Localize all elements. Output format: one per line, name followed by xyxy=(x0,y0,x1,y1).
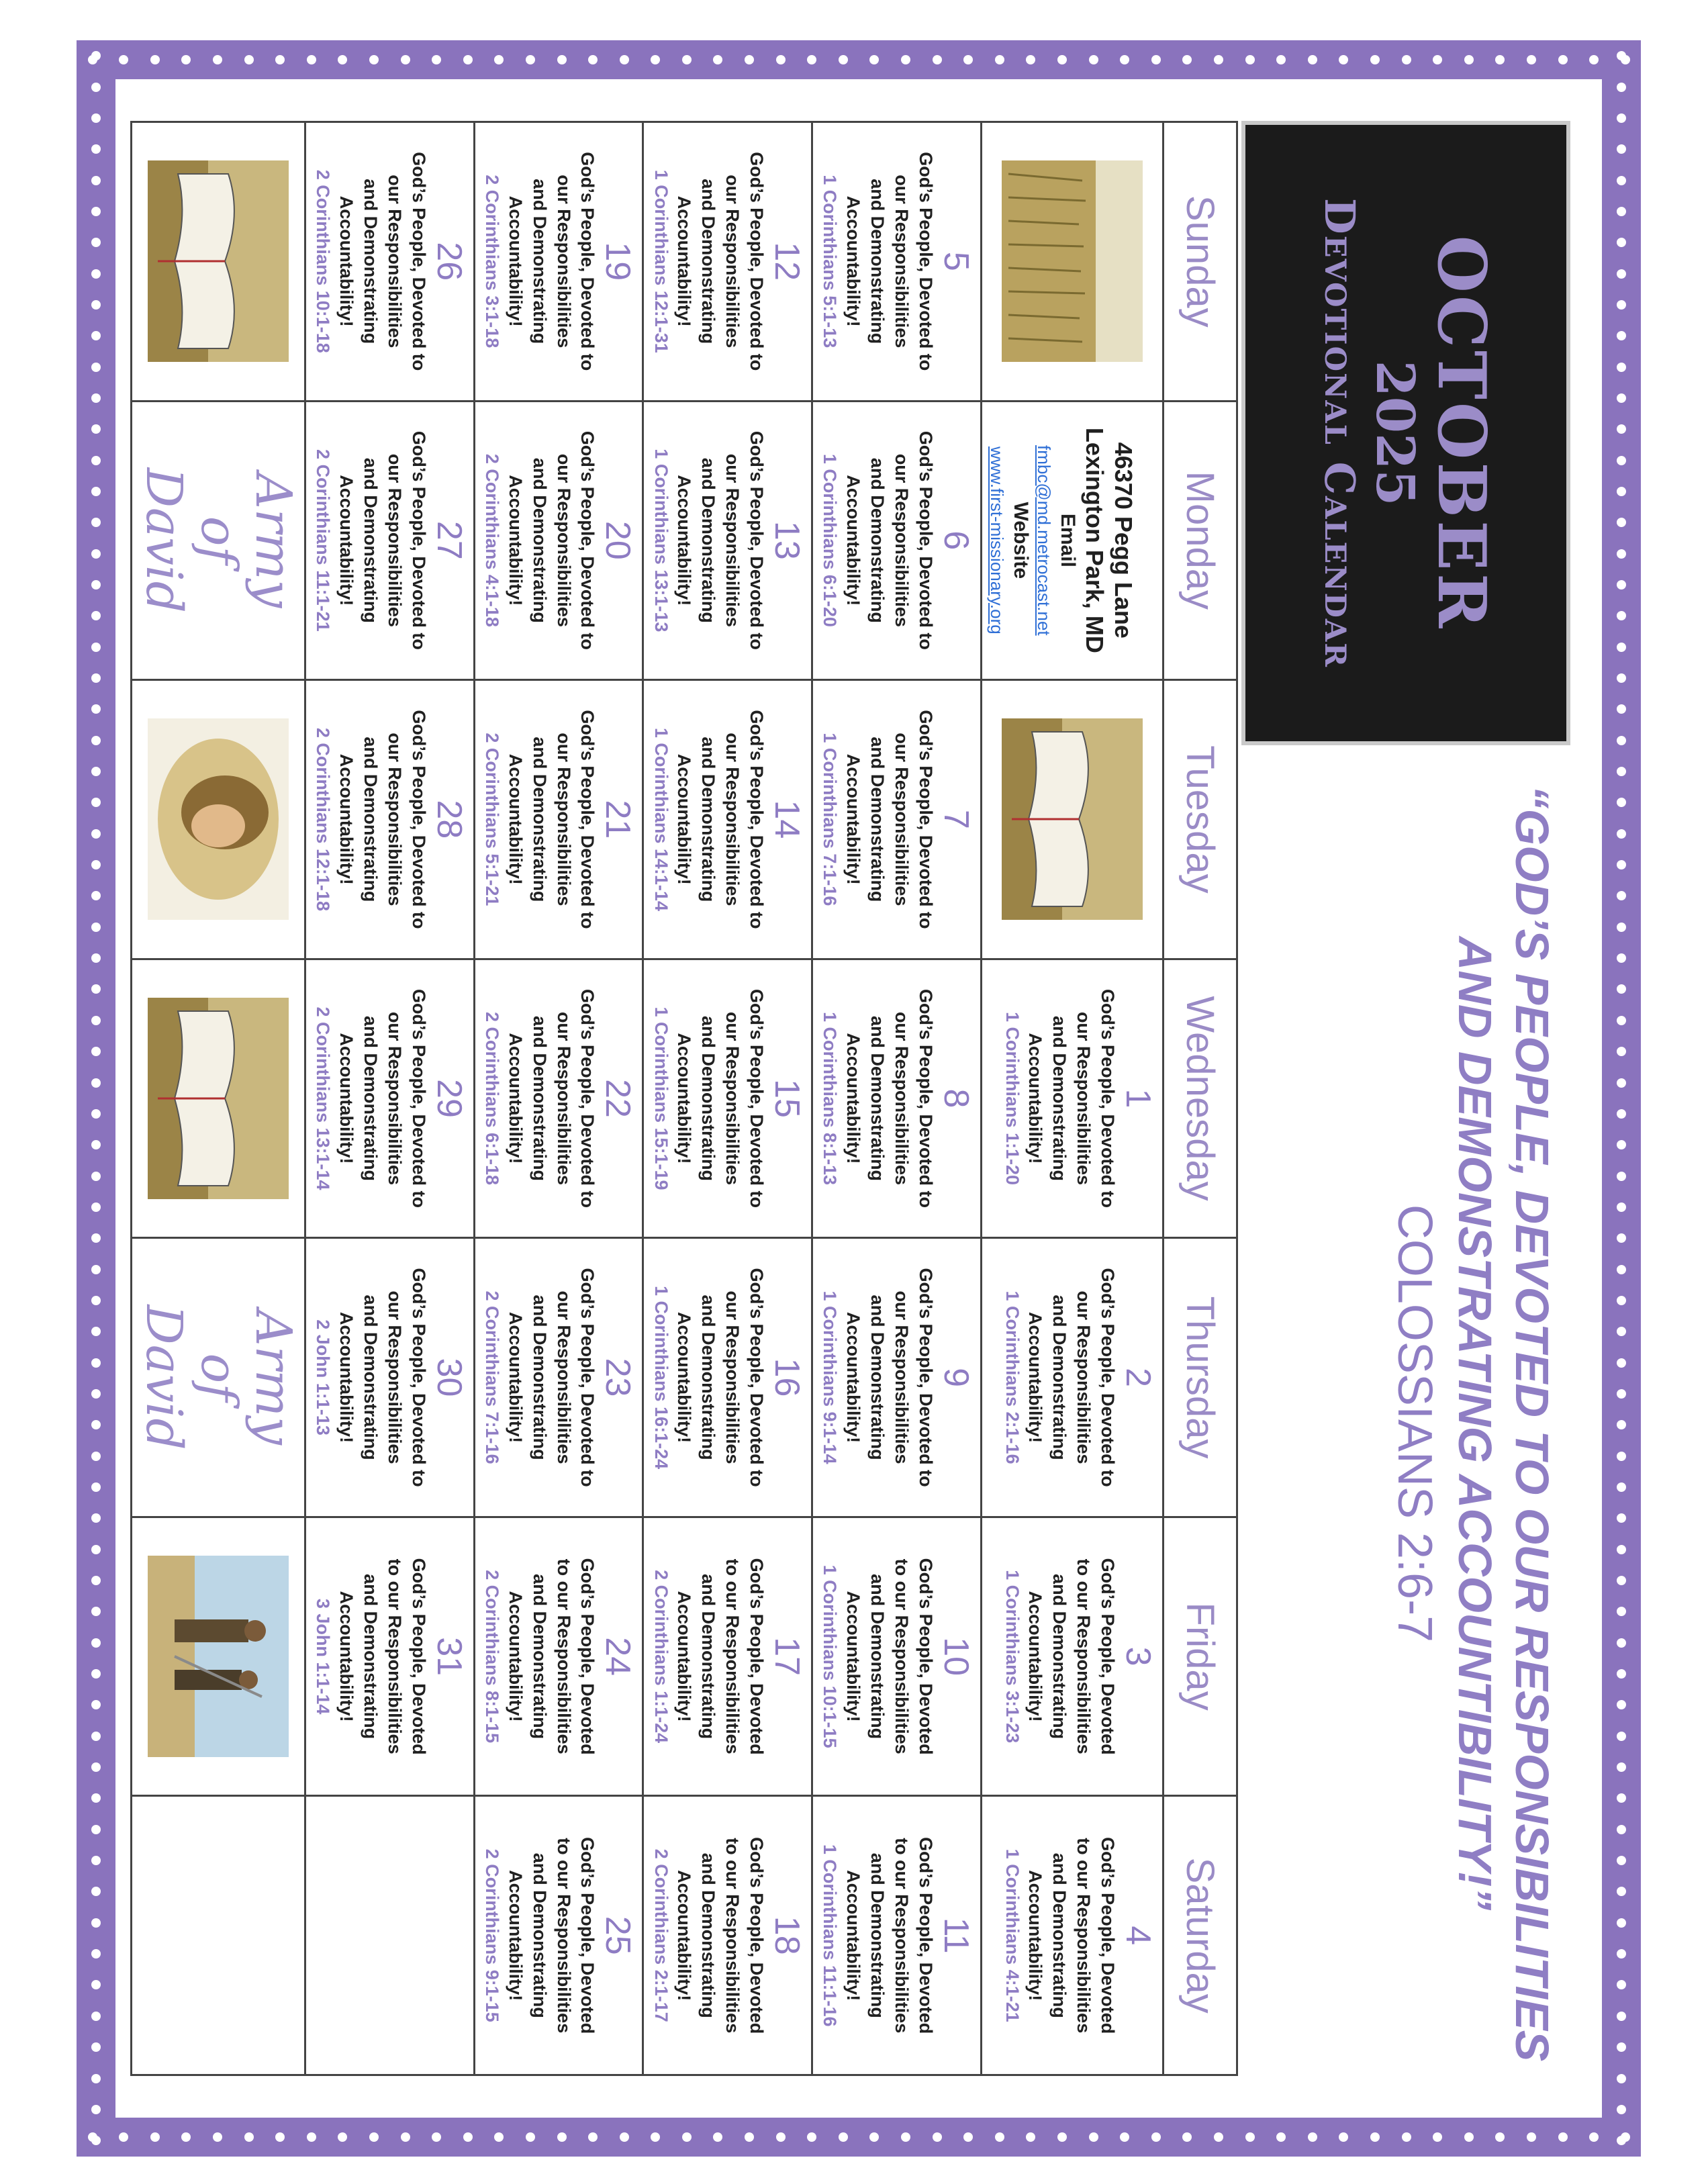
day-cell-11 xyxy=(811,1797,980,2076)
day-number: 19 xyxy=(598,242,638,281)
day-text-line: our Responsibilities xyxy=(1074,1011,1094,1186)
day-text-line: our Responsibilities xyxy=(384,453,405,627)
day-text-line: Accountability! xyxy=(1025,1312,1046,1444)
day-text-line: to our Responsibilities xyxy=(1074,1838,1094,2034)
day-number: 13 xyxy=(767,520,807,560)
day-number: 15 xyxy=(767,1079,807,1118)
day-text-line: God’s People, Devoted xyxy=(1098,1837,1118,2034)
day-text-line: our Responsibilities xyxy=(384,1290,405,1464)
day-text-line: God’s People, Devoted to xyxy=(747,152,767,371)
day-text-line: and Demonstrating xyxy=(867,1015,888,1181)
day-text-line: and Demonstrating xyxy=(698,737,719,902)
day-text-line: God’s People, Devoted xyxy=(747,1837,767,2034)
day-number: 21 xyxy=(598,800,638,839)
day-cell-15 xyxy=(642,960,811,1239)
day-text-line: our Responsibilities xyxy=(891,1011,912,1186)
day-text-line: God’s People, Devoted to xyxy=(408,430,429,650)
day-text-line: and Demonstrating xyxy=(867,457,888,623)
day-text-line: our Responsibilities xyxy=(891,1290,912,1464)
day-text-line: and Demonstrating xyxy=(1049,1294,1070,1460)
day-cell-2 xyxy=(980,1239,1162,1518)
scripture-reference: 1 Corinthians 11:1-16 xyxy=(820,1844,841,2027)
day-number: 4 xyxy=(1119,1926,1157,1946)
day-number: 31 xyxy=(429,1637,469,1677)
day-number: 12 xyxy=(767,242,807,281)
scripture-reference: 1 Corinthians 6:1-20 xyxy=(820,453,841,627)
day-number: 5 xyxy=(936,251,976,271)
day-text-line: and Demonstrating xyxy=(698,179,719,344)
day-text-line: our Responsibilities xyxy=(384,733,405,906)
scripture-reference: 1 Corinthians 2:1-16 xyxy=(1002,1290,1023,1464)
day-cell-18 xyxy=(642,1797,811,2076)
day-text-line: Accountability! xyxy=(674,1591,695,1722)
open-bible-photo xyxy=(148,160,289,362)
weekday-thursday: Thursday xyxy=(1162,1239,1236,1518)
day-text-line: to our Responsibilities xyxy=(722,1558,743,1754)
day-number: 22 xyxy=(598,1079,638,1118)
day-text-line: Accountability! xyxy=(674,753,695,885)
day-text-line: Accountability! xyxy=(674,475,695,606)
day-text-line: our Responsibilities xyxy=(553,733,574,906)
day-text-line: to our Responsibilities xyxy=(722,1838,743,2034)
day-text-line: and Demonstrating xyxy=(698,1574,719,1740)
weekday-sunday: Sunday xyxy=(1162,123,1236,402)
day-text-line: Accountability! xyxy=(674,1312,695,1444)
handwritten-army: Army xyxy=(244,1310,303,1445)
day-text-line: to our Responsibilities xyxy=(891,1838,912,2034)
day-text-line: our Responsibilities xyxy=(722,175,743,348)
day-text-line: Accountability! xyxy=(843,1033,864,1164)
day-text-line: and Demonstrating xyxy=(698,1294,719,1460)
day-text-line: and Demonstrating xyxy=(361,457,381,623)
day-text-line: God’s People, Devoted to xyxy=(915,710,936,929)
day-text-line: our Responsibilities xyxy=(891,733,912,906)
scripture-reference: 2 Corinthians 12:1-18 xyxy=(313,727,334,911)
day-cell-31 xyxy=(304,1518,473,1797)
day-text-line: Accountability! xyxy=(336,753,357,885)
day-cell-13 xyxy=(642,402,811,681)
day-cell-23 xyxy=(473,1239,643,1518)
scripture-reference: 2 Corinthians 9:1-15 xyxy=(481,1848,502,2022)
scripture-reference: 1 Corinthians 7:1-16 xyxy=(820,733,841,906)
day-text-line: God’s People, Devoted xyxy=(747,1558,767,1755)
day-text-line: God’s People, Devoted to xyxy=(408,710,429,929)
day-text-line: Accountability! xyxy=(505,1312,526,1444)
day-number: 28 xyxy=(429,800,469,839)
day-text-line: Accountability! xyxy=(505,753,526,885)
day-text-line: and Demonstrating xyxy=(361,179,381,344)
scripture-reference: 2 Corinthians 13:1-14 xyxy=(313,1006,334,1190)
day-text-line: Accountability! xyxy=(674,1870,695,2001)
day-text-line: and Demonstrating xyxy=(698,1015,719,1181)
day-text-line: and Demonstrating xyxy=(867,1574,888,1740)
day-cell-19 xyxy=(473,123,643,402)
day-text-line: Accountability! xyxy=(336,1033,357,1164)
day-cell-8 xyxy=(811,960,980,1239)
day-text-line: God’s People, Devoted to xyxy=(747,710,767,929)
day-text-line: Accountability! xyxy=(674,1033,695,1164)
day-text-line: God’s People, Devoted to xyxy=(747,988,767,1209)
theme-line-2: AND DEMONSTRATING ACCOUNTIBILITY!” xyxy=(1448,936,1501,1911)
theme-line-1: “GOD’S PEOPLE, DEVOTED TO OUR RESPONSIBILITIES xyxy=(1506,785,1558,2062)
scripture-reference: 1 Corinthians 1:1-20 xyxy=(1002,1011,1023,1186)
cell-photo-wheat xyxy=(980,123,1162,402)
scripture-reference: 2 Corinthians 5:1-21 xyxy=(481,733,502,906)
wheat-field-photo xyxy=(1002,160,1143,362)
day-cell-6 xyxy=(811,402,980,681)
day-text-line: our Responsibilities xyxy=(722,453,743,627)
day-number: 17 xyxy=(767,1637,807,1677)
day-number: 18 xyxy=(767,1916,807,1955)
day-text-line: and Demonstrating xyxy=(1049,1015,1070,1181)
day-text-line: and Demonstrating xyxy=(361,1294,381,1460)
day-text-line: and Demonstrating xyxy=(698,457,719,623)
month-title: OCTOBER xyxy=(1422,235,1500,631)
day-text-line: our Responsibilities xyxy=(384,1011,405,1186)
day-cell-29 xyxy=(304,960,473,1239)
day-cell-5 xyxy=(811,123,980,402)
day-cell-10 xyxy=(811,1518,980,1797)
handwritten-of: of xyxy=(189,1353,248,1402)
day-text-line: God’s People, Devoted to xyxy=(747,430,767,650)
scripture-reference: 1 Corinthians 5:1-13 xyxy=(820,175,841,348)
day-text-line: God’s People, Devoted to xyxy=(915,152,936,371)
day-number: 25 xyxy=(598,1916,638,1955)
day-text-line: God’s People, Devoted to xyxy=(915,1268,936,1487)
weekday-tuesday: Tuesday xyxy=(1162,681,1236,960)
scripture-reference: 2 Corinthians 3:1-18 xyxy=(481,175,502,348)
handwritten-david: David xyxy=(135,1305,193,1450)
cell-photo-bible xyxy=(980,681,1162,960)
day-text-line: Accountability! xyxy=(1025,1870,1046,2001)
empty-cell xyxy=(130,1797,304,2076)
day-text-line: God’s People, Devoted to xyxy=(577,1268,598,1487)
scripture-reference: 2 Corinthians 4:1-18 xyxy=(481,453,502,627)
day-cell-9 xyxy=(811,1239,980,1518)
day-text-line: Accountability! xyxy=(1025,1033,1046,1164)
day-text-line: our Responsibilities xyxy=(891,175,912,348)
day-text-line: our Responsibilities xyxy=(1074,1290,1094,1464)
day-number: 2 xyxy=(1119,1368,1157,1388)
day-number: 27 xyxy=(429,520,469,560)
day-number: 16 xyxy=(767,1358,807,1397)
weekday-friday: Friday xyxy=(1162,1518,1236,1797)
day-text-line: and Demonstrating xyxy=(698,1852,719,2018)
address-line-2: Lexington Park, MD xyxy=(1080,427,1108,653)
scripture-reference: 2 Corinthians 7:1-16 xyxy=(481,1290,502,1464)
day-text-line: God’s People, Devoted xyxy=(577,1558,598,1755)
scripture-reference: 2 Corinthians 2:1-17 xyxy=(651,1848,671,2022)
scripture-reference: 2 Corinthians 1:1-24 xyxy=(651,1570,671,1744)
day-cell-16 xyxy=(642,1239,811,1518)
day-text-line: Accountability! xyxy=(336,1591,357,1722)
day-text-line: our Responsibilities xyxy=(891,453,912,627)
day-text-line: God’s People, Devoted xyxy=(915,1837,936,2034)
day-cell-3 xyxy=(980,1518,1162,1797)
day-number: 6 xyxy=(936,530,976,551)
day-text-line: and Demonstrating xyxy=(529,457,550,623)
day-text-line: God’s People, Devoted to xyxy=(577,710,598,929)
day-text-line: our Responsibilities xyxy=(722,1290,743,1464)
day-number: 9 xyxy=(936,1368,976,1388)
day-cell-17 xyxy=(642,1518,811,1797)
scripture-reference: 1 Corinthians 10:1-15 xyxy=(820,1564,841,1748)
scripture-reference: 2 Corinthians 11:1-21 xyxy=(313,449,334,632)
day-text-line: Accountability! xyxy=(843,1870,864,2001)
day-cell-20 xyxy=(473,402,643,681)
cell-photo-soldiers xyxy=(130,1518,304,1797)
day-text-line: and Demonstrating xyxy=(529,1574,550,1740)
day-text-line: Accountability! xyxy=(505,475,526,606)
calendar-title-box xyxy=(1241,121,1570,745)
website-label: Website xyxy=(1009,502,1032,579)
weekday-wednesday: Wednesday xyxy=(1162,960,1236,1239)
day-cell-1 xyxy=(980,960,1162,1239)
day-number: 14 xyxy=(767,800,807,839)
day-text-line: God’s People, Devoted to xyxy=(1098,1268,1118,1487)
day-cell-30 xyxy=(304,1239,473,1518)
day-text-line: and Demonstrating xyxy=(529,737,550,902)
day-text-line: and Demonstrating xyxy=(361,737,381,902)
day-text-line: Accountability! xyxy=(843,1591,864,1722)
day-cell-26 xyxy=(304,123,473,402)
day-number: 20 xyxy=(598,520,638,560)
army-of-david-note-2 xyxy=(130,1239,304,1518)
day-text-line: Accountability! xyxy=(336,195,357,327)
day-text-line: and Demonstrating xyxy=(361,1574,381,1740)
open-bible-photo xyxy=(1002,718,1143,920)
calendar-sheet xyxy=(77,40,1641,2157)
address-line-1: 46370 Pegg Lane xyxy=(1110,442,1137,639)
scripture-reference: 2 Corinthians 10:1-18 xyxy=(313,169,334,353)
day-text-line: God’s People, Devoted to xyxy=(577,988,598,1209)
day-text-line: Accountability! xyxy=(336,475,357,606)
day-number: 1 xyxy=(1119,1088,1157,1108)
handwritten-david: David xyxy=(135,467,193,613)
day-text-line: our Responsibilities xyxy=(553,1011,574,1186)
day-text-line: Accountability! xyxy=(505,1033,526,1164)
day-text-line: God’s People, Devoted to xyxy=(577,430,598,650)
day-text-line: our Responsibilities xyxy=(553,1290,574,1464)
day-text-line: our Responsibilities xyxy=(553,175,574,348)
day-text-line: Accountability! xyxy=(843,1312,864,1444)
cell-photo-bible-2 xyxy=(130,123,304,402)
day-text-line: our Responsibilities xyxy=(722,733,743,906)
scripture-reference: 1 Corinthians 15:1-19 xyxy=(651,1006,671,1190)
day-text-line: Accountability! xyxy=(505,1870,526,2001)
day-text-line: God’s People, Devoted to xyxy=(577,152,598,371)
cell-photo-woman xyxy=(130,681,304,960)
scripture-reference: 1 Corinthians 3:1-23 xyxy=(1002,1570,1023,1744)
scripture-reference: 1 Corinthians 9:1-14 xyxy=(820,1290,841,1464)
day-text-line: and Demonstrating xyxy=(529,1294,550,1460)
day-text-line: our Responsibilities xyxy=(722,1011,743,1186)
day-text-line: God’s People, Devoted xyxy=(408,1558,429,1755)
day-text-line: Accountability! xyxy=(843,195,864,327)
email-link[interactable]: fmbc@md.metrocast.net xyxy=(1034,445,1055,636)
day-text-line: to our Responsibilities xyxy=(553,1838,574,2034)
day-number: 24 xyxy=(598,1637,638,1677)
open-bible-photo xyxy=(148,998,289,1199)
day-text-line: God’s People, Devoted xyxy=(915,1558,936,1755)
day-text-line: our Responsibilities xyxy=(553,453,574,627)
day-text-line: to our Responsibilities xyxy=(384,1558,405,1754)
day-number: 11 xyxy=(936,1917,976,1954)
cell-photo-bible-3 xyxy=(130,960,304,1239)
scripture-reference: 1 Corinthians 14:1-14 xyxy=(651,727,671,911)
empty-cell xyxy=(304,1797,473,2076)
day-text-line: Accountability! xyxy=(505,1591,526,1722)
day-text-line: and Demonstrating xyxy=(361,1015,381,1181)
day-text-line: God’s People, Devoted to xyxy=(1098,988,1118,1209)
day-text-line: Accountability! xyxy=(505,195,526,327)
scripture-reference: 1 Corinthians 16:1-24 xyxy=(651,1286,671,1470)
day-text-line: God’s People, Devoted xyxy=(1098,1558,1118,1755)
day-cell-12 xyxy=(642,123,811,402)
day-cell-25 xyxy=(473,1797,643,2076)
day-text-line: Accountability! xyxy=(843,753,864,885)
theme-banner xyxy=(1251,765,1560,2081)
scripture-reference: 3 John 1:1-14 xyxy=(313,1598,334,1715)
handwritten-army: Army xyxy=(244,473,303,608)
day-text-line: God’s People, Devoted to xyxy=(408,1268,429,1487)
theme-reference: COLOSSIANS 2:6-7 xyxy=(1388,1204,1442,1643)
day-text-line: God’s People, Devoted to xyxy=(747,1268,767,1487)
handwritten-of: of xyxy=(189,516,248,565)
day-text-line: Accountability! xyxy=(843,475,864,606)
day-cell-21 xyxy=(473,681,643,960)
day-text-line: and Demonstrating xyxy=(867,179,888,344)
woman-praying-photo xyxy=(148,718,289,920)
day-number: 10 xyxy=(936,1637,976,1677)
day-cell-28 xyxy=(304,681,473,960)
email-label: Email xyxy=(1056,513,1079,567)
scripture-reference: 2 Corinthians 8:1-15 xyxy=(481,1570,502,1744)
day-text-line: and Demonstrating xyxy=(529,1852,550,2018)
day-text-line: to our Responsibilities xyxy=(891,1558,912,1754)
calendar-subtitle: Devotional Calendar xyxy=(1315,197,1365,669)
day-number: 30 xyxy=(429,1358,469,1397)
day-text-line: and Demonstrating xyxy=(867,737,888,902)
day-text-line: our Responsibilities xyxy=(384,175,405,348)
scripture-reference: 1 Corinthians 13:1-13 xyxy=(651,449,671,632)
scripture-reference: 1 Corinthians 8:1-13 xyxy=(820,1011,841,1186)
scripture-reference: 1 Corinthians 4:1-21 xyxy=(1002,1848,1023,2022)
day-number: 26 xyxy=(429,242,469,281)
day-cell-22 xyxy=(473,960,643,1239)
soldier-figures-photo xyxy=(148,1556,289,1757)
day-cell-24 xyxy=(473,1518,643,1797)
church-info-cell xyxy=(980,402,1162,681)
army-of-david-note-1 xyxy=(130,402,304,681)
day-text-line: God’s People, Devoted to xyxy=(915,988,936,1209)
day-number: 23 xyxy=(598,1358,638,1397)
day-number: 3 xyxy=(1119,1646,1157,1666)
day-cell-7 xyxy=(811,681,980,960)
day-text-line: to our Responsibilities xyxy=(553,1558,574,1754)
day-number: 7 xyxy=(936,809,976,829)
scripture-reference: 2 Corinthians 6:1-18 xyxy=(481,1011,502,1186)
day-number: 29 xyxy=(429,1079,469,1118)
day-number: 8 xyxy=(936,1088,976,1108)
day-text-line: and Demonstrating xyxy=(867,1852,888,2018)
day-text-line: and Demonstrating xyxy=(1049,1574,1070,1740)
scripture-reference: 2 John 1:1-13 xyxy=(313,1319,334,1435)
website-link[interactable]: www.first-missionary.org xyxy=(987,446,1008,634)
scripture-reference: 1 Corinthians 12:1-31 xyxy=(651,169,671,353)
weekday-saturday: Saturday xyxy=(1162,1797,1236,2076)
day-text-line: and Demonstrating xyxy=(867,1294,888,1460)
day-text-line: God’s People, Devoted xyxy=(577,1837,598,2034)
day-text-line: Accountability! xyxy=(674,195,695,327)
day-text-line: and Demonstrating xyxy=(529,1015,550,1181)
day-cell-27 xyxy=(304,402,473,681)
day-text-line: to our Responsibilities xyxy=(1074,1558,1094,1754)
day-text-line: Accountability! xyxy=(1025,1591,1046,1722)
calendar-grid xyxy=(130,121,1238,2076)
day-text-line: and Demonstrating xyxy=(529,179,550,344)
year-title: 2025 xyxy=(1364,360,1426,506)
day-text-line: Accountability! xyxy=(336,1312,357,1444)
day-text-line: God’s People, Devoted to xyxy=(408,988,429,1209)
day-cell-4 xyxy=(980,1797,1162,2076)
day-cell-14 xyxy=(642,681,811,960)
weekday-monday: Monday xyxy=(1162,402,1236,681)
day-text-line: and Demonstrating xyxy=(1049,1852,1070,2018)
day-text-line: God’s People, Devoted to xyxy=(915,430,936,650)
day-text-line: God’s People, Devoted to xyxy=(408,152,429,371)
